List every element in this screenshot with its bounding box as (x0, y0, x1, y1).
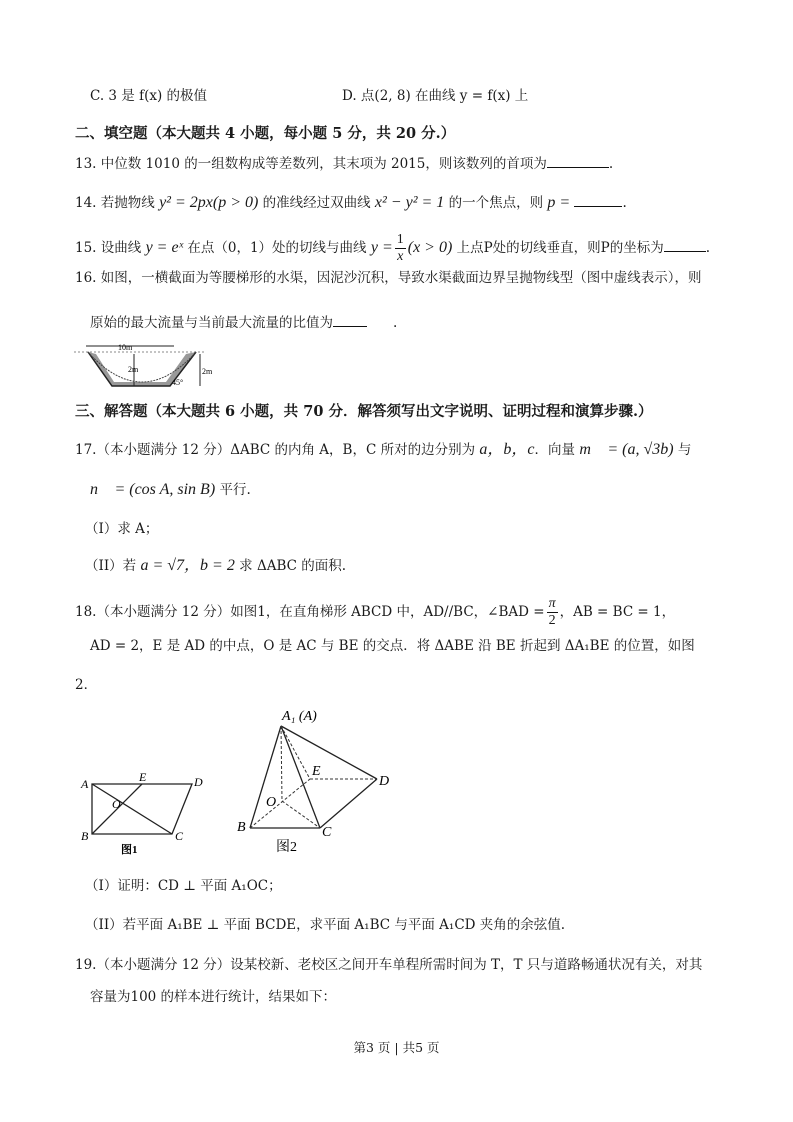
q14-math: x² − y² = 1 (374, 194, 445, 211)
figure-1 (92, 784, 192, 834)
q17-math: a = √7，b = 2 (140, 557, 235, 574)
label-a1: A₁ (A) (282, 709, 317, 724)
q15-math: y = eˣ (145, 239, 184, 256)
period: . (608, 156, 614, 172)
question-16-line2 (90, 312, 397, 333)
label-e: E (139, 770, 147, 784)
q15-math: (x > 0) (407, 239, 453, 256)
label-c: C (322, 825, 332, 840)
question-19-line1: 19.（本小题满分 12 分）设某校新、老校区之间开车单程所需时间为 T，T 只与道路畅通状况有关，对其 (75, 957, 703, 973)
depth-label: 2m (128, 365, 139, 374)
label-b: B (81, 829, 89, 843)
denominator: 2 (548, 613, 556, 628)
q18-text: ，AB = BC = 1， (559, 604, 676, 620)
label-a: A (81, 777, 89, 791)
q17-text: ．向量 (534, 442, 580, 458)
angle-label: 45° (172, 378, 184, 387)
q17-text: 求 ΔABC 的面积. (234, 558, 347, 574)
edge-a1b (250, 726, 281, 828)
q17-math: n⃗ = (cos A, sin B) (90, 481, 216, 498)
question-15 (75, 232, 710, 265)
question-18-part1: （I）证明：CD ⊥ 平面 A₁OC； (85, 878, 282, 894)
q14-text: 14. 若抛物线 (75, 195, 160, 211)
question-17-line2 (90, 480, 251, 500)
numerator: 1 (396, 232, 404, 247)
q15-text: 在点（0，1）处的切线与曲线 (183, 240, 371, 256)
figure-1-caption: 图1 (121, 844, 138, 856)
question-18-part2: （II）若平面 A₁BE ⊥ 平面 BCDE，求平面 A₁BC 与平面 A₁CD 夹角的余弦值. (85, 917, 566, 933)
q17-math: m⃗ = (a, √3b) (579, 441, 674, 458)
q14-math: y² = 2px(p > 0) (159, 194, 259, 211)
q15-text: 上点P处的切线垂直，则P的坐标为 (452, 240, 664, 256)
question-13-text: 13. 中位数 1010 的一组数构成等差数列，其末项为 2015，则该数列的首项为 (75, 156, 547, 172)
question-14 (75, 192, 627, 213)
question-17-part1: （I）求 A； (85, 521, 159, 537)
q14-text: 的准线经过双曲线 (258, 195, 375, 211)
question-16-line1: 16. 如图，一横截面为等腰梯形的水渠，因泥沙沉积，导致水渠截面边界呈抛物线型（图中虚线表示），则 (75, 270, 702, 286)
q17-text: 平行. (215, 482, 251, 498)
q15-math: y = (370, 239, 393, 256)
answer-blank (333, 312, 367, 327)
page-footer: 第3 页 | 共5 页 (353, 1040, 440, 1055)
diagonal-ac (92, 784, 172, 834)
option-c: C. 3 是 f(x) 的极值 (90, 88, 208, 104)
q17-text: 与 (673, 442, 692, 458)
answer-blank (664, 237, 706, 252)
figure-2-caption: 图2 (276, 840, 297, 855)
q14-text: 的一个焦点，则 (444, 195, 548, 211)
fold-figures (76, 700, 396, 865)
label-b: B (237, 820, 246, 835)
width-label: 10m (118, 343, 133, 352)
numerator: π (548, 596, 556, 611)
period: . (622, 195, 627, 211)
trapezoid-abcd (92, 784, 192, 834)
q17-text: （II）若 (85, 558, 141, 574)
period: . (393, 315, 398, 331)
edge-be (250, 779, 310, 828)
question-13 (75, 153, 613, 174)
answer-blank (547, 153, 609, 168)
edge-a1o (281, 726, 282, 801)
denominator: x (397, 249, 404, 264)
q17-math: a，b，c (479, 441, 535, 458)
label-c: C (175, 829, 184, 843)
question-17 (75, 440, 691, 460)
question-18 (75, 596, 675, 629)
q14-math: p = (547, 194, 571, 211)
q18-text: 18.（本小题满分 12 分）如图1，在直角梯形 ABCD 中，AD//BC，∠BAD = (75, 604, 545, 620)
period: . (705, 240, 711, 256)
side-label: 2m (202, 367, 213, 376)
label-e: E (312, 764, 321, 779)
q17-text: 17.（本小题满分 12 分）ΔABC 的内角 A，B，C 所对的边分别为 (75, 442, 480, 458)
section-2-heading: 二、填空题（本大题共 4 小题，每小题 5 分，共 20 分.） (75, 125, 456, 142)
label-d: D (379, 774, 390, 789)
question-18-line2: AD = 2，E 是 AD 的中点，O 是 AC 与 BE 的交点．将 ΔABE 沿 BE 折起到 ΔA₁BE 的位置，如图 (90, 638, 695, 654)
answer-blank (574, 192, 622, 207)
q16-text: 原始的最大流量与当前最大流量的比值为 (90, 315, 333, 331)
section-3-heading: 三、解答题（本大题共 6 小题，共 70 分．解答须写出文字说明、证明过程和演算步骤.） (75, 403, 653, 420)
fraction (395, 232, 406, 265)
label-o: O (266, 795, 277, 810)
option-d: D. 点(2, 8) 在曲线 y = f(x) 上 (342, 88, 529, 104)
question-19-line2: 容量为100 的样本进行统计，结果如下： (90, 989, 337, 1005)
q15-text: 15. 设曲线 (75, 240, 146, 256)
question-17-part2 (85, 556, 346, 576)
channel-figure (74, 342, 214, 392)
label-d: D (194, 775, 203, 789)
edge-cd (320, 779, 377, 828)
fraction (547, 596, 558, 629)
question-18-line3: 2． (75, 677, 98, 693)
label-o: O (112, 797, 121, 811)
